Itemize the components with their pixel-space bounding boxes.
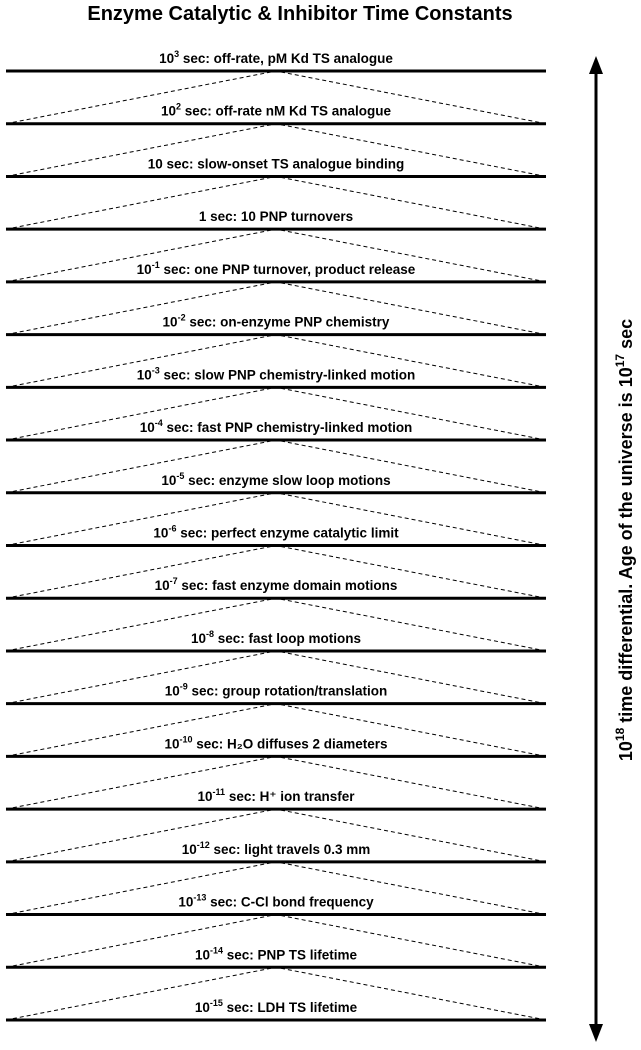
level-label: 10 sec: slow-onset TS analogue binding [147, 156, 405, 172]
level-label: $10^{-4}$ sec: fast PNP chemistry-linked motion [139, 418, 413, 436]
arrow-head-down [589, 1024, 603, 1042]
level-label: 1 sec: 10 PNP turnovers [198, 209, 354, 225]
level-label: $10^{-10}$ sec: H₂O diffuses 2 diameters [164, 734, 388, 752]
level-label: $10^{-1}$ sec: one PNP turnover, product release [136, 259, 416, 277]
double-arrow [589, 56, 603, 1042]
arrow-head-up [589, 56, 603, 74]
side-label: $10^{18}$ time differential. Age of the universe is $10^{17}$ sec [613, 318, 636, 762]
level-label: $10^{-9}$ sec: group rotation/translation [164, 681, 388, 699]
level-label: $10^{-15}$ sec: LDH TS lifetime [194, 998, 358, 1015]
level-label: $10^{-7}$ sec: fast enzyme domain motions [154, 576, 398, 594]
page-title: Enzyme Catalytic & Inhibitor Time Constants [87, 3, 513, 25]
level-label: $10^{-14}$ sec: PNP TS lifetime [194, 945, 358, 963]
level-label: $10^2$ sec: off-rate nM Kd TS analogue [160, 101, 392, 119]
level-label: $10^{-8}$ sec: fast loop motions [190, 628, 362, 646]
level-label: $10^{-3}$ sec: slow PNP chemistry-linked motion [136, 365, 416, 383]
levels-group [6, 49, 546, 1020]
level-label: $10^{-12}$ sec: light travels 0.3 mm [181, 839, 371, 857]
level-label: $10^{-5}$ sec: enzyme slow loop motions [161, 470, 391, 488]
level-label: $10^{-11}$ sec: H⁺ ion transfer [197, 787, 355, 805]
level-label: $10^{-6}$ sec: perfect enzyme catalytic limit [153, 523, 399, 541]
level-label: $10^3$ sec: off-rate, pM Kd TS analogue [159, 49, 393, 66]
level-label: $10^{-13}$ sec: C-Cl bond frequency [178, 892, 374, 910]
level-label: $10^{-2}$ sec: on-enzyme PNP chemistry [162, 312, 390, 330]
